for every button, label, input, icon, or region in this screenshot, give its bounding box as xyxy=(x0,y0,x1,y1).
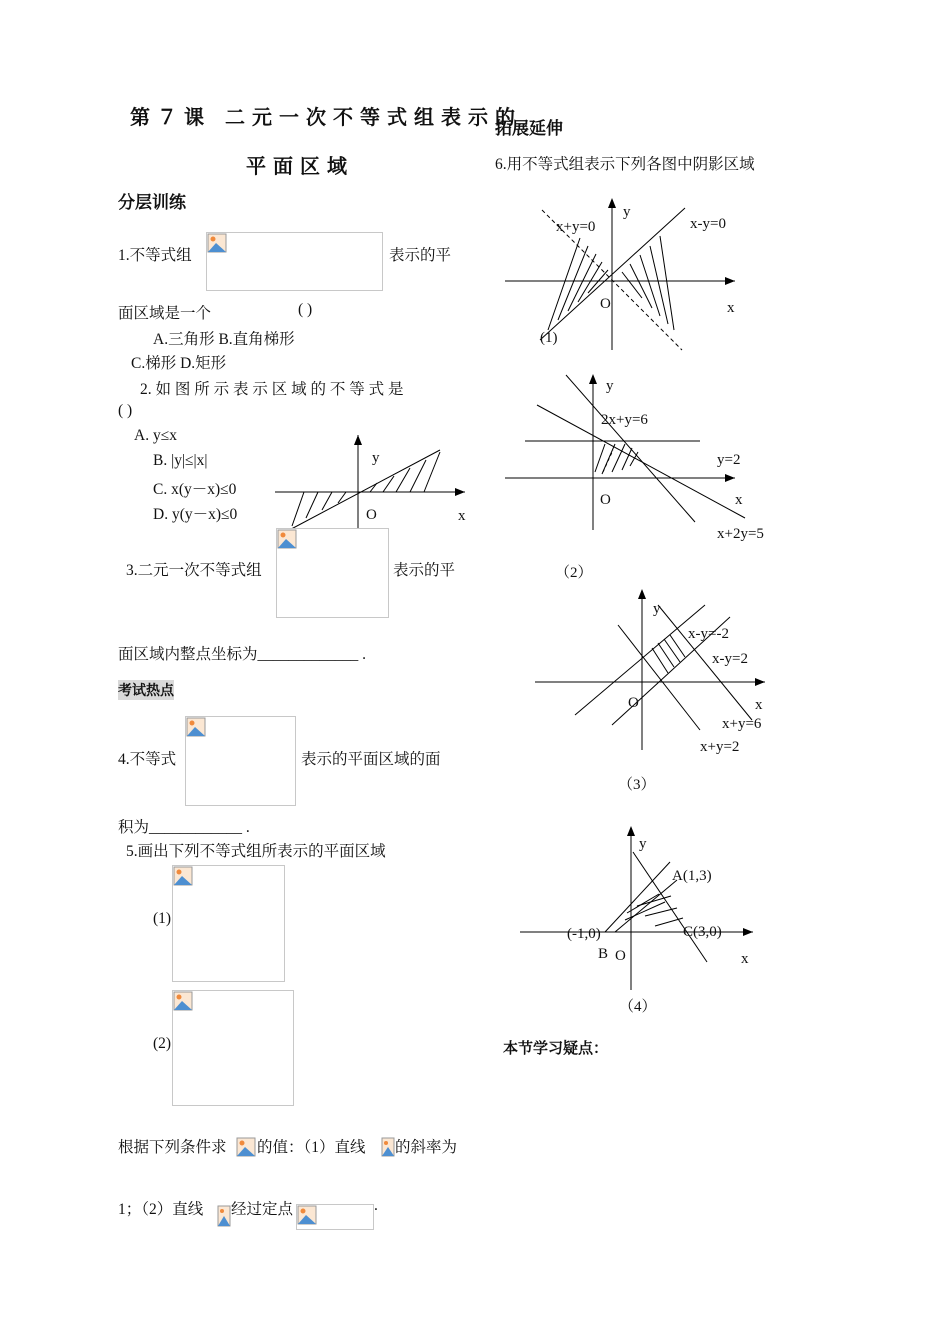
q3-text-line2: 面区域内整点坐标为_____________ . xyxy=(118,646,367,663)
q2-origin-label: O xyxy=(366,507,377,523)
q5-text: 5.画出下列不等式组所表示的平面区域 xyxy=(126,843,386,860)
q3-text-cont: 表示的平 xyxy=(393,562,456,579)
page-title: 第７课 二元一次不等式组表示的 xyxy=(130,105,522,129)
q1-answer-paren: ( ) xyxy=(298,301,313,318)
q-last-text-3: 的斜率为 xyxy=(395,1139,458,1156)
q-last-text: 根据下列条件求 xyxy=(118,1139,227,1156)
q1-options-cd: C.梯形 D.矩形 xyxy=(131,355,227,372)
broken-image-icon xyxy=(236,1137,256,1157)
broken-image-icon xyxy=(173,991,193,1011)
figure-3 xyxy=(530,585,780,795)
fig2-line3-label: x+2y=5 xyxy=(717,526,764,542)
fig1-line2-label: x-y=0 xyxy=(690,216,726,232)
fig3-line4-label: x+y=2 xyxy=(700,739,740,755)
figure-1 xyxy=(500,190,750,355)
fig3-y-label: y xyxy=(653,601,661,617)
q-last-text-5: 经过定点 xyxy=(231,1201,294,1218)
q1-options-ab: A.三角形 B.直角梯形 xyxy=(153,331,295,348)
fig2-line1-label: 2x+y=6 xyxy=(601,412,648,428)
fig4-caption: （4） xyxy=(619,999,657,1015)
fig1-y-label: y xyxy=(623,204,631,220)
broken-image-icon xyxy=(297,1205,317,1225)
q-last-text-4: 1；（2）直线 xyxy=(118,1201,204,1218)
formula-image-placeholder xyxy=(185,716,296,806)
fig2-y-label: y xyxy=(606,378,614,394)
q1-text: 1.不等式组 xyxy=(118,247,192,264)
q5-part2-label: (2) xyxy=(153,1035,172,1052)
fig4-point-b-label: B xyxy=(598,946,609,962)
q2-y-label: y xyxy=(372,450,380,466)
q-last-period: . xyxy=(374,1197,378,1214)
q2-option-a: A. y≤x xyxy=(134,427,177,444)
fig3-x-label: x xyxy=(755,697,763,713)
section-heading-layered-training: 分层训练 xyxy=(118,193,186,213)
q5-part1-label: (1) xyxy=(153,910,172,927)
fig2-x-label: x xyxy=(735,492,743,508)
formula-image-placeholder xyxy=(296,1204,374,1230)
fig2-line2-label: y=2 xyxy=(717,452,741,468)
fig4-x-label: x xyxy=(741,951,749,967)
q4-text-cont: 表示的平面区域的面 xyxy=(301,751,441,768)
broken-image-icon xyxy=(173,866,193,886)
q2-figure xyxy=(270,430,475,540)
q2-text: 2. 如 图 所 示 表 示 区 域 的 不 等 式 是 xyxy=(140,381,404,398)
formula-image-placeholder xyxy=(172,865,285,982)
q6-text: 6.用不等式组表示下列各图中阴影区域 xyxy=(495,156,755,173)
fig3-line1-label: x-y=-2 xyxy=(688,626,729,642)
formula-image-placeholder xyxy=(276,528,389,618)
broken-image-icon xyxy=(217,1205,231,1227)
fig3-origin-label: O xyxy=(628,695,639,711)
q2-option-d: D. y(y－x)≤0 xyxy=(153,506,238,523)
q3-text: 3.二元一次不等式组 xyxy=(126,562,262,579)
broken-image-icon xyxy=(186,717,206,737)
fig2-origin-label: O xyxy=(600,492,611,508)
fig4-point-label: (-1,0) xyxy=(567,926,601,942)
section-heading-extension: 拓展延伸 xyxy=(495,119,563,139)
q4-text-line2: 积为____________ . xyxy=(118,819,250,836)
fig4-point-a-label: A(1,3) xyxy=(672,868,712,884)
q2-option-b: B. |y|≤|x| xyxy=(153,452,208,469)
fig1-origin-label: O xyxy=(600,296,611,312)
fig3-line2-label: x-y=2 xyxy=(712,651,748,667)
figure-4 xyxy=(515,820,765,1020)
broken-image-icon xyxy=(207,233,227,253)
fig3-line3-label: x+y=6 xyxy=(722,716,762,732)
section-heading-exam-hotspots: 考试热点 xyxy=(118,680,174,700)
page-title-line2: 平面区域 xyxy=(246,154,354,178)
fig1-caption: (1) xyxy=(540,330,558,346)
fig4-y-label: y xyxy=(639,836,647,852)
q-last-text-2: 的值：（1）直线 xyxy=(257,1139,366,1156)
broken-image-icon xyxy=(381,1137,395,1157)
q2-option-c: C. x(y－x)≤0 xyxy=(153,481,237,498)
fig3-caption: （3） xyxy=(618,777,656,793)
q2-answer-paren: ( ) xyxy=(118,402,133,419)
formula-image-placeholder xyxy=(206,232,383,291)
fig4-point-c-label: C(3,0) xyxy=(683,924,722,940)
fig1-line1-label: x+y=0 xyxy=(556,219,596,235)
q4-text: 4.不等式 xyxy=(118,751,177,768)
q1-text-cont: 表示的平 xyxy=(389,247,452,264)
q1-text-line2: 面区域是一个 xyxy=(118,305,212,322)
fig1-x-label: x xyxy=(727,300,735,316)
q2-x-label: x xyxy=(458,508,466,524)
figure-2 xyxy=(500,370,780,580)
fig2-caption: （2） xyxy=(555,565,593,580)
study-doubts-heading: 本节学习疑点： xyxy=(503,1039,609,1057)
broken-image-icon xyxy=(277,529,297,549)
fig4-origin-label: O xyxy=(615,948,626,964)
formula-image-placeholder xyxy=(172,990,294,1106)
